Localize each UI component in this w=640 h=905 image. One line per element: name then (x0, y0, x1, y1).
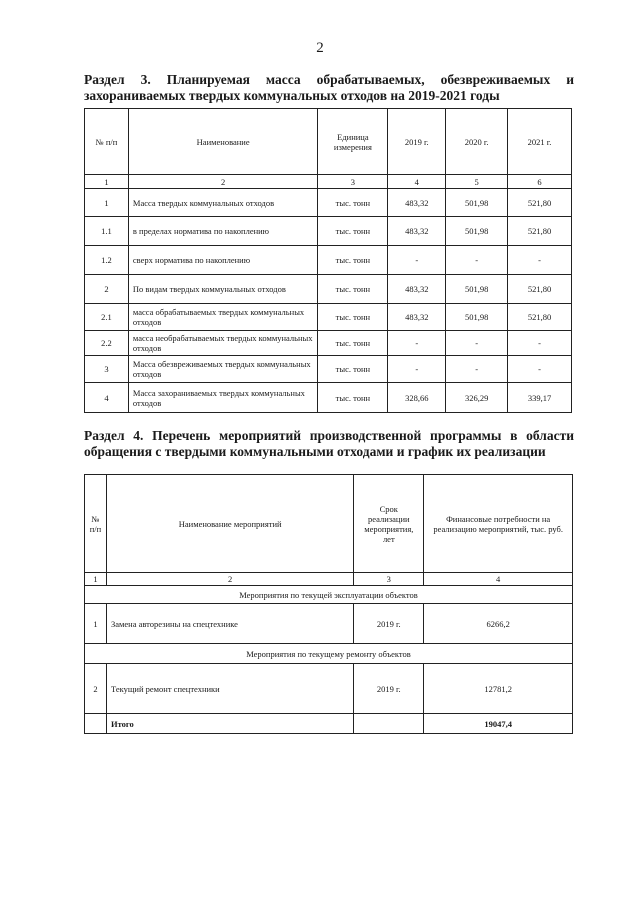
col-number: 2 (106, 573, 353, 586)
row-unit: тыс. тонн (318, 383, 388, 413)
header-name: Наименование (128, 109, 318, 175)
row-2019: 483,32 (388, 304, 446, 331)
header-2019: 2019 г. (388, 109, 446, 175)
header-2021: 2021 г. (508, 109, 572, 175)
row-2020: - (446, 331, 508, 356)
row-name: Текущий ремонт спецтехники (106, 664, 353, 714)
col-number: 5 (446, 175, 508, 189)
waste-mass-table (84, 108, 572, 413)
row-2019: 483,32 (388, 189, 446, 217)
row-name: сверх норматива по накоплению (128, 246, 318, 275)
row-2019: - (388, 331, 446, 356)
row-2021: 521,80 (508, 217, 572, 246)
row-no: 1.2 (85, 246, 129, 275)
table-row (85, 217, 572, 246)
row-no: 2.2 (85, 331, 129, 356)
table-header-row (85, 475, 573, 573)
header-financing: Финансовые потребности на реализацию мероприятий, тыс. руб. (424, 475, 573, 573)
numbering-row (85, 175, 572, 189)
row-no: 1 (85, 189, 129, 217)
header-activities: Наименование мероприятий (106, 475, 353, 573)
numbering-row (85, 573, 573, 586)
row-2020: 501,98 (446, 189, 508, 217)
header-unit: Единица измерения (318, 109, 388, 175)
row-no: 3 (85, 356, 129, 383)
row-2019: - (388, 356, 446, 383)
page-number: 2 (316, 40, 324, 56)
activities-table (84, 474, 573, 734)
table-row (85, 604, 573, 644)
row-amount: 6266,2 (424, 604, 573, 644)
table-row (85, 275, 572, 304)
table-row (85, 331, 572, 356)
row-2021: - (508, 246, 572, 275)
group-title: Мероприятия по текущей эксплуатации объектов (85, 586, 573, 604)
table-row (85, 304, 572, 331)
col-number: 1 (85, 573, 107, 586)
row-2020: - (446, 356, 508, 383)
row-amount: 12781,2 (424, 664, 573, 714)
row-no: 1.1 (85, 217, 129, 246)
row-name: масса обрабатываемых твердых коммунальных отходов (128, 304, 318, 331)
col-number: 3 (354, 573, 424, 586)
section-4-title: Раздел 4. Перечень мероприятий производственной программы в области обращения с твердыми коммунальными отходами и график их реализации (84, 428, 574, 459)
row-term: 2019 г. (354, 664, 424, 714)
section-3-title: Раздел 3. Планируемая масса обрабатываемых, обезвреживаемых и захораниваемых твердых коммунальных отходов на 2019-2021 годы (84, 72, 574, 103)
group-row (85, 586, 573, 604)
row-no: 2 (85, 664, 107, 714)
table-header-row (85, 109, 572, 175)
row-name: масса необрабатываемых твердых коммунальных отходов (128, 331, 318, 356)
header-no: № п/п (85, 109, 129, 175)
row-2021: 339,17 (508, 383, 572, 413)
header-no: № п/п (85, 475, 107, 573)
row-name: в пределах норматива по накоплению (128, 217, 318, 246)
table-row (85, 246, 572, 275)
row-no: 2.1 (85, 304, 129, 331)
row-2019: - (388, 246, 446, 275)
row-2021: 521,80 (508, 275, 572, 304)
row-2020: 326,29 (446, 383, 508, 413)
total-term (354, 714, 424, 734)
row-2020: 501,98 (446, 304, 508, 331)
table-row (85, 189, 572, 217)
row-2021: 521,80 (508, 189, 572, 217)
col-number: 6 (508, 175, 572, 189)
row-2020: 501,98 (446, 217, 508, 246)
group-title: Мероприятия по текущему ремонту объектов (85, 644, 573, 664)
row-name: Масса твердых коммунальных отходов (128, 189, 318, 217)
col-number: 2 (128, 175, 318, 189)
row-2021: - (508, 356, 572, 383)
row-no: 2 (85, 275, 129, 304)
row-name: Замена авторезины на спецтехнике (106, 604, 353, 644)
row-no: 4 (85, 383, 129, 413)
table-row (85, 664, 573, 714)
row-name: Масса обезвреживаемых твердых коммунальных отходов (128, 356, 318, 383)
row-2019: 483,32 (388, 275, 446, 304)
total-row (85, 714, 573, 734)
row-unit: тыс. тонн (318, 331, 388, 356)
row-unit: тыс. тонн (318, 217, 388, 246)
row-unit: тыс. тонн (318, 246, 388, 275)
header-term: Срок реализации мероприятия, лет (354, 475, 424, 573)
row-2019: 328,66 (388, 383, 446, 413)
total-no (85, 714, 107, 734)
row-2021: 521,80 (508, 304, 572, 331)
row-unit: тыс. тонн (318, 356, 388, 383)
total-amount: 19047,4 (424, 714, 573, 734)
row-term: 2019 г. (354, 604, 424, 644)
row-2021: - (508, 331, 572, 356)
row-2020: 501,98 (446, 275, 508, 304)
row-unit: тыс. тонн (318, 275, 388, 304)
total-label: Итого (106, 714, 353, 734)
group-row (85, 644, 573, 664)
row-2019: 483,32 (388, 217, 446, 246)
col-number: 4 (424, 573, 573, 586)
col-number: 1 (85, 175, 129, 189)
table-row (85, 356, 572, 383)
col-number: 4 (388, 175, 446, 189)
row-no: 1 (85, 604, 107, 644)
row-name: Масса захораниваемых твердых коммунальных отходов (128, 383, 318, 413)
header-2020: 2020 г. (446, 109, 508, 175)
row-unit: тыс. тонн (318, 189, 388, 217)
table-row (85, 383, 572, 413)
col-number: 3 (318, 175, 388, 189)
row-name: По видам твердых коммунальных отходов (128, 275, 318, 304)
row-unit: тыс. тонн (318, 304, 388, 331)
row-2020: - (446, 246, 508, 275)
